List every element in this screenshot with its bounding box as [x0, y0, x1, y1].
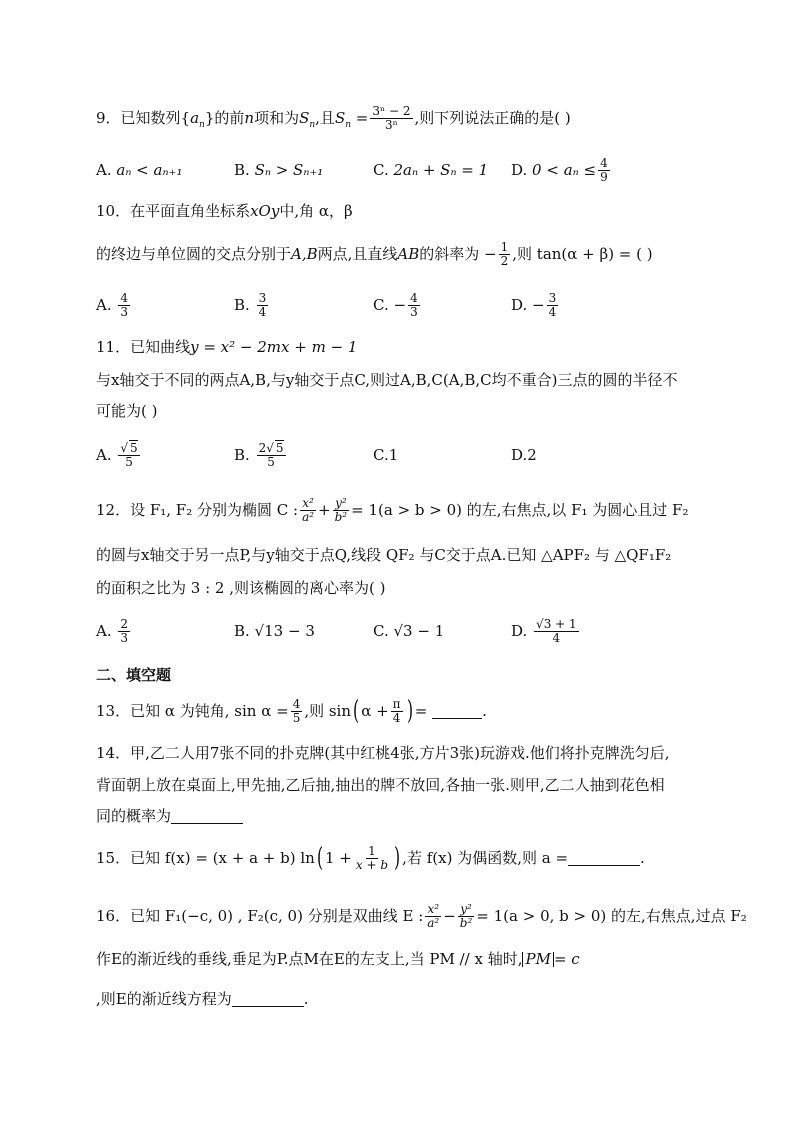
q9-option-a[interactable]: A. aₙ < aₙ₊₁ [96, 160, 183, 179]
q12-option-b[interactable]: B. √13 − 3 [234, 621, 315, 640]
q11-options [96, 442, 716, 468]
q16-stem-line1: 16．已知 F₁(−c, 0) , F₂(c, 0) 分别是双曲线 E : $\frac{\text{x²}}{\text{a²}}$ − $\frac{\text{y²}}{\text{b²}}$ = 1(a > 0, b > 0) 的左,右焦点,过点 F₂ [96, 901, 747, 930]
q11-option-d[interactable]: D. 2 [511, 445, 537, 464]
q14-answer-blank[interactable] [171, 809, 243, 824]
q9-option-d[interactable]: D. 0 < aₙ ≤ $\frac{4}{9}$ [511, 155, 608, 184]
q11-stem-line1: 11．已知曲线 y = x² − 2mx + m − 1 [96, 337, 358, 356]
q10-option-d[interactable]: D. − $\frac{3}{4}$ [511, 290, 557, 319]
q16-answer-blank[interactable] [232, 992, 304, 1007]
q12-stem-line2: 的圆与x轴交于另一点P,与y轴交于点Q,线段 QF₂ 与C交于点A.已知 △APF₂ 与 △QF₁F₂ [96, 545, 672, 564]
q10-option-a[interactable]: A. $\frac{4}{3}$ [96, 290, 129, 319]
q10-option-b[interactable]: B. $\frac{3}{4}$ [234, 290, 267, 319]
q14-stem-line1: 14．甲,乙二人用7张不同的扑克牌(其中红桃4张,方片3张)玩游戏.他们将扑克牌洗匀后, [96, 743, 670, 762]
q16-stem-line3: ,则E的渐近线方程为 . [96, 989, 309, 1008]
q15-answer-blank[interactable] [568, 851, 640, 866]
q10-options [96, 292, 716, 318]
q16-stem-line2: 作E的渐近线的垂线,垂足为P.点M在E的左支上,当 PM // x 轴时, PM = c [96, 949, 580, 968]
q9-stem: 9．已知数列{ $a_n$ }的前 n 项和为 $S_n$ ,且 $S_n$ = $\frac{\text{3ⁿ − 2}}{\text{3ⁿ}}$ ,则下列说法正确的是( ) [96, 103, 571, 132]
q10-stem-line1: 10．在平面直角坐标系 xOy 中,角 α，β [96, 201, 353, 220]
q14-stem-line3: 同的概率为 [96, 803, 243, 829]
q12-option-a[interactable]: A. $\frac{2}{3}$ [96, 616, 129, 645]
q12-options [96, 618, 716, 644]
q15-stem: 15．已知 f(x) = (x + a + b) ln ( 1 + $\frac{1}{x + b}$ ) ,若 f(x) 为偶函数,则 a = . [96, 842, 645, 873]
q10-option-c[interactable]: C. − $\frac{4}{3}$ [373, 290, 418, 319]
q12-option-c[interactable]: C. √3 − 1 [373, 621, 445, 640]
q11-stem-line3: 可能为( ) [96, 401, 158, 420]
q13-stem: 13．已知 α 为钝角, sin α = $\frac{4}{5}$ ,则 sin ( α + $\frac{\pi}{4}$ ) = . [96, 695, 487, 726]
q9-option-b[interactable]: B. Sₙ > Sₙ₊₁ [234, 160, 324, 179]
q10-stem-line2: 的终边与单位圆的交点分别于 A,B 两点,且直线 AB 的斜率为 − $\frac{1}{2}$ ,则 tan(α + β) = ( ) [96, 239, 653, 268]
q11-option-b[interactable]: B. $\frac{2√ 5}{5}$ [234, 440, 284, 469]
q11-stem-line2: 与x轴交于不同的两点A,B,与y轴交于点C,则过A,B,C(A,B,C均不重合)三点的圆的半径不 [96, 370, 678, 389]
q9-fraction: $\frac{\text{3ⁿ − 2}}{\text{3ⁿ}}$ [372, 103, 411, 132]
q12-stem-line3: 的面积之比为 3 : 2 ,则该椭圆的离心率为( ) [96, 578, 386, 597]
q9-stem-pre: 9．已知数列{ [96, 108, 191, 127]
q9-options [96, 157, 716, 183]
q9-stem-post: ,则下列说法正确的是( ) [414, 108, 571, 127]
q11-option-a[interactable]: A. $\frac{√ 5}{5}$ [96, 440, 138, 469]
q11-option-c[interactable]: C. 1 [373, 445, 399, 464]
q12-stem-line1: 12．设 F₁, F₂ 分别为椭圆 C : $\frac{\text{x²}}{\text{a²}}$ + $\frac{\text{y²}}{\text{b²}}$ = 1(a > b > 0) 的左,右焦点,以 F₁ 为圆心且过 F₂ [96, 495, 689, 524]
section-heading-fill-in: 二、填空题 [96, 665, 172, 684]
q13-answer-blank[interactable] [432, 704, 482, 719]
q9-option-c[interactable]: C. 2aₙ + Sₙ = 1 [373, 160, 489, 179]
q9-stem-mid3: ,且 [315, 108, 335, 127]
q9-stem-mid: }的前 [204, 108, 245, 127]
q14-stem-line2: 背面朝上放在桌面上,甲先抽,乙后抽,抽出的牌不放回,各抽一张.则甲,乙二人抽到花色相 [96, 775, 665, 794]
q12-option-d[interactable]: D. $\frac{√3 + 1}{4}$ [511, 616, 577, 645]
q9-stem-mid2: 项和为 [254, 108, 300, 127]
